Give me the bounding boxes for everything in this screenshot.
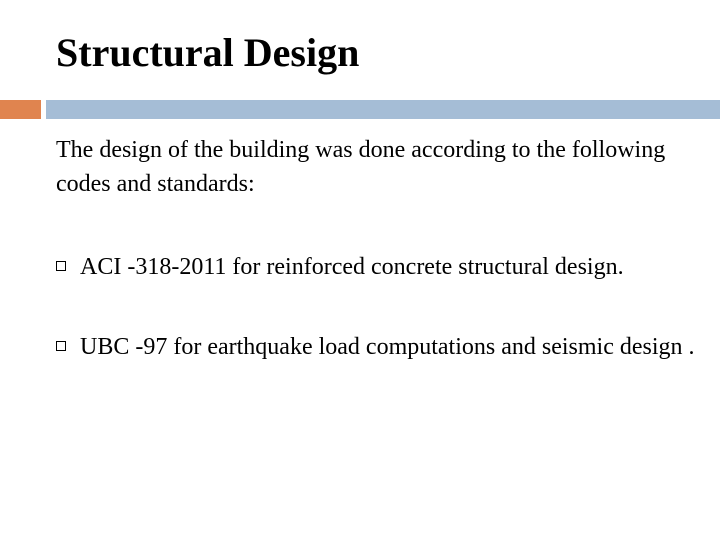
bullet-list	[56, 250, 696, 410]
list-item	[56, 330, 696, 364]
slide-title: Structural Design	[56, 30, 360, 75]
list-item	[56, 250, 696, 284]
square-bullet-icon	[56, 261, 66, 271]
bullet-text: ACI -318-2011 for reinforced concrete structural design.	[80, 254, 624, 280]
square-bullet-icon	[56, 341, 66, 351]
accent-bar-orange	[0, 100, 41, 119]
intro-paragraph: The design of the building was done according to the following codes and standards:	[56, 137, 666, 197]
bullet-text: UBC -97 for earthquake load computations and seismic design .	[80, 334, 695, 360]
accent-bar-blue	[46, 100, 720, 119]
